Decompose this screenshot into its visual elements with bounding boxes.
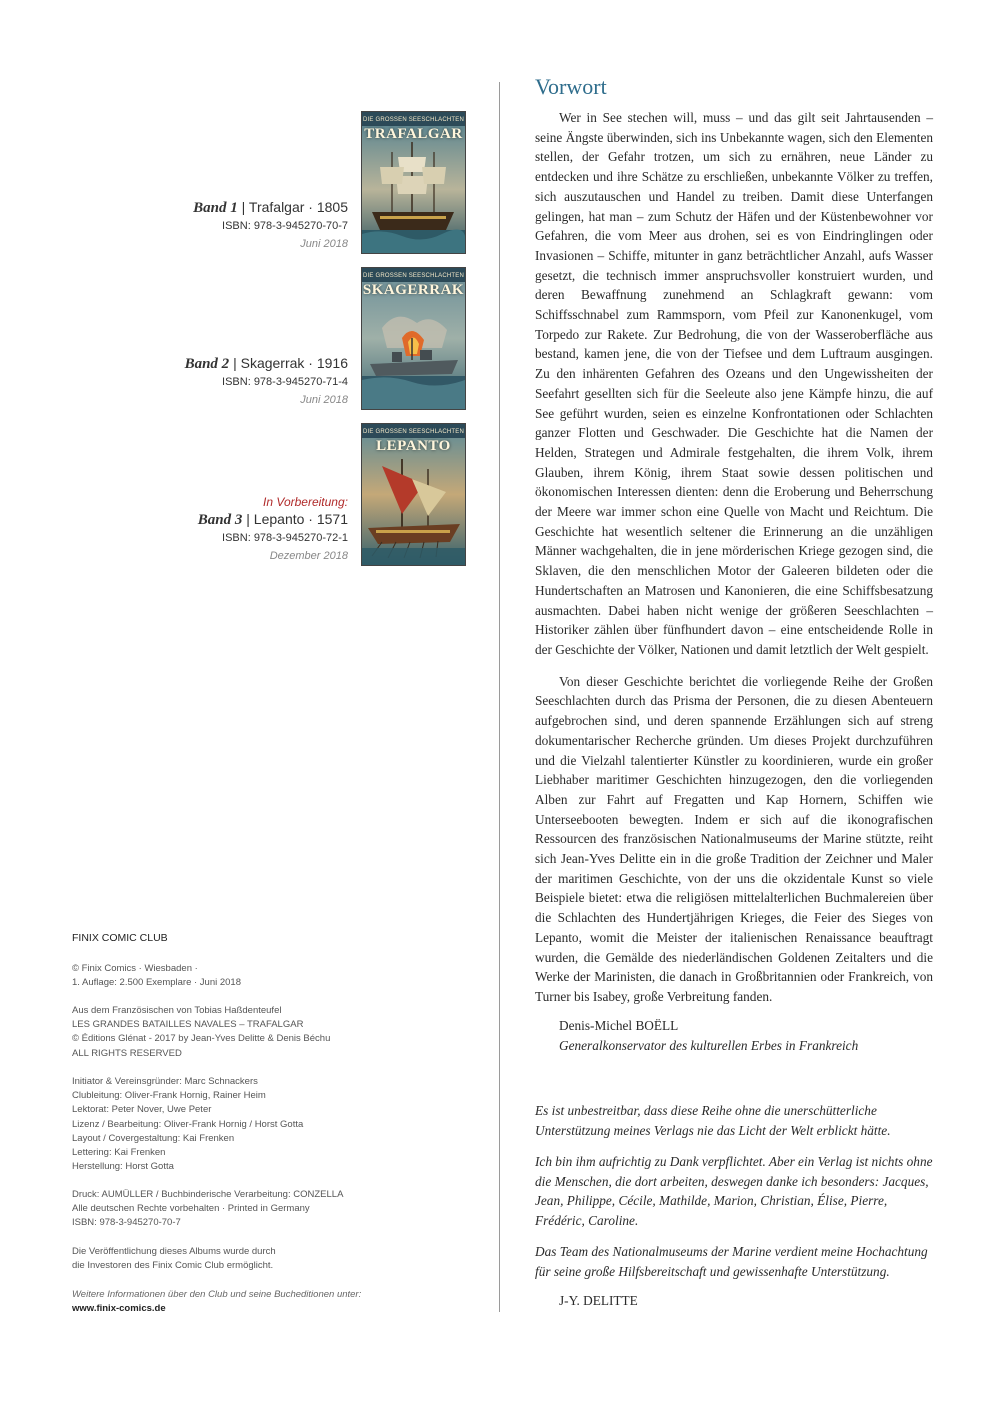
foreword-paragraph-2: Von dieser Geschichte berichtet die vorliegende Reihe der Großen Seeschlachten durch das Prisma der Personen, die zu diesen Abenteuern aufgebrochen sind, und deren spannende Erzählungen sich auf streng dokumentarischer Recherche gründen. Um dieses Projekt durchzuführen und die Vielzahl talentierter Künstler zu koordinieren, wurde ein großer Liebhaber maritimer Geschichten hinzugezogen, den die vorliegenden Alben zur Fahrt auf Fregatten und Kap Hornern, Schiffen wie Unterseebooten bewegten. Indem er sich auf die ikonografischen Ressourcen des französischen Nationalmuseums der Marine stützte, reiht sich Jean-Yves Delitte ein in die große Tradition der Zeichner und Maler der maritimen Geschichte, von der uns die okzidentale Kunst so viele Beispiele bietet: etwa die religiösen mittelalterlichen Buchmalereien über die Schlachten des Hundertjährigen Krieges, die Feier des Sieges von Lepanto, womit die Meister der italienischen Renaissance beauftragt wurden, die Gemälde des niederländischen Goldenen Zeitalters und die Werke der Marinisten, die danach in Großbritannien oder Frankreich, von Turner bis Isabey, große Verbreitung fanden. bbox=[535, 673, 933, 1004]
web-note: Weitere Informationen über den Club und seine Bucheditionen unter: bbox=[72, 1289, 362, 1300]
colophon-web bbox=[72, 1288, 402, 1316]
foreword-body bbox=[535, 108, 933, 1007]
colophon-line: Lettering: Kai Frenken bbox=[72, 1147, 166, 1159]
colophon-line: Aus dem Französischen von Tobias Haßdenteufel bbox=[72, 1005, 282, 1016]
album-2-title: | Skagerrak · 1916 bbox=[229, 355, 348, 371]
album-2-cover-series: DIE GROSSEN SEESCHLACHTEN bbox=[362, 273, 465, 279]
album-3-prep-note: In Vorbereitung: bbox=[263, 495, 348, 509]
thanks-paragraph-3: Das Team des Nationalmuseums der Marine verdient meine Hochachtung für seine große Hilfsbereitschaft und gewissenhafte Unterstützung. bbox=[535, 1244, 928, 1279]
club-title: FINIX COMIC CLUB bbox=[72, 932, 168, 944]
album-3-isbn: ISBN: 978-3-945270-72-1 bbox=[222, 532, 348, 544]
colophon-line: LES GRANDES BATAILLES NAVALES – TRAFALGAR bbox=[72, 1019, 304, 1031]
album-1-band-line bbox=[128, 198, 348, 217]
album-3-cover-series: DIE GROSSEN SEESCHLACHTEN bbox=[362, 429, 465, 435]
colophon-line: Die Veröffentlichung dieses Albums wurde durch bbox=[72, 1246, 276, 1257]
colophon-line: Clubleitung: Oliver-Frank Hornig, Rainer Heim bbox=[72, 1090, 266, 1102]
foreword-signature-role: Generalkonservator des kulturellen Erbes in Frankreich bbox=[559, 1038, 859, 1053]
album-3-band-line bbox=[128, 510, 348, 529]
album-1-title: | Trafalgar · 1805 bbox=[237, 199, 348, 215]
thanks-paragraph-2: Ich bin ihm aufrichtig zu Dank verpflichtet. Aber ein Verlag ist nichts ohne die Menschen, die dort arbeiten, deswegen danke ich besonders: Jacques, Jean, Philippe, Cécile, Mathilde, Marion, Christian, Élise, Pierre, Frédéric, Caroline. bbox=[535, 1154, 933, 1229]
thanks-paragraph-1: Es ist unbestreitbar, dass diese Reihe ohne die unerschütterliche Unterstützung meines Verlags nie das Licht der Welt erblickt hätte. bbox=[535, 1103, 891, 1138]
album-2-info bbox=[128, 354, 348, 409]
colophon-block-5 bbox=[72, 1245, 402, 1273]
album-2-cover-title: SKAGERRAK bbox=[362, 282, 465, 298]
colophon-line: ALL RIGHTS RESERVED bbox=[72, 1047, 182, 1059]
colophon-line: ISBN: 978-3-945270-70-7 bbox=[72, 1217, 181, 1229]
colophon-block-1 bbox=[72, 962, 402, 990]
colophon-line: Layout / Covergestaltung: Kai Frenken bbox=[72, 1132, 235, 1144]
colophon-line: Herstellung: Horst Gotta bbox=[72, 1161, 174, 1173]
album-1-isbn: ISBN: 978-3-945270-70-7 bbox=[222, 220, 348, 232]
foreword-paragraph-1: Wer in See stechen will, muss – und das gilt seit Jahrtausenden – seine Ängste überwinden, sich ins Unbekannte wagen, sich den Elementen stellen, der Gefahr trotzen, um sich zu ernähren, neue Länder zu entdecken und ihre Schätze zu erschließen, unbekannte Völker zu treffen, sich auszutauschen und Handel zu treiben. Damit diese Unterfangen gelingen, hat man – zum Schutz der Häfen und der Küstenbewohner vor Gefahren, die vom Meer aus drohen, sei es von Eindringlingen oder Invasionen – Schiffe, mitunter in ganz beträchtlicher Anzahl, aufs Wasser gesetzt, die technisch immer anspruchsvoller konstruiert wurden, und deren Bewaffnung zunehmend an Schlagkraft gewann: vom Schiffsschnabel zum Rammsporn, vom Pfeil zur Kanonenkugel, vom Torpedo zur Rakete. Zur Bedrohung, die von der Wasseroberfläche aus bestand, kamen jene, die von der Tiefsee und dem Luftraum ausgingen. Zu den inhärenten Gefahren des Ozeans und den Ungewissheiten der Seefahrt gesellten sich für die Seeleute also jene Kämpfe hinzu, die auf See geführt wurden, seien es einzelne Konfrontationen oder Schlachten ganzer Flotten und Geschwader. Die Geschichte hat die Namen der Helden, Strategen und Admirale festgehalten, die ihrem Volk, ihrem Glauben, ihrem König, ihrem Staat sowie dessen politischen und ökonomischen Interessen dienten: denn die Eroberung und Beherrschung der Meere war immer schon eine Quelle von Macht und Reichtum. Die Geschichte hat wesentlich seltener die Erinnerung an die unzähligen Männer wachgehalten, die in jene mörderischen Kriege gezogen sind, die Sklaven, die den menschlichen Motor der Galeeren bildeten oder die Hundertschaften an Matrosen und Kanonieren, die eine Schiffsbesatzung ausmachten. Dabei haben nicht wenige der größeren Seeschlachten – Historiker zählen über fünfhundert davon – eine entscheidende Rolle in der Geschichte der Völker, Nationen und damit letztlich der Welt gespielt. bbox=[535, 110, 933, 657]
album-3-title: | Lepanto · 1571 bbox=[242, 511, 348, 527]
album-2-band-label: Band 2 bbox=[184, 356, 230, 372]
album-1-cover-title: TRAFALGAR bbox=[364, 126, 463, 142]
album-2-band-line bbox=[128, 354, 348, 373]
colophon-block-4 bbox=[72, 1188, 402, 1231]
album-3-info bbox=[128, 494, 348, 565]
colophon-line: Lektorat: Peter Nover, Uwe Peter bbox=[72, 1104, 212, 1116]
colophon-block-2 bbox=[72, 1004, 402, 1061]
foreword-title: Vorwort bbox=[535, 74, 607, 99]
colophon-block-3 bbox=[72, 1075, 402, 1174]
album-1-cover bbox=[361, 111, 466, 254]
website-link[interactable]: www.finix-comics.de bbox=[72, 1303, 166, 1315]
album-1-date: Juni 2018 bbox=[300, 238, 348, 250]
colophon-line: Druck: AUMÜLLER / Buchbinderische Verarbeitung: CONZELLA bbox=[72, 1189, 344, 1200]
colophon-line: Alle deutschen Rechte vorbehalten · Printed in Germany bbox=[72, 1203, 310, 1215]
album-2-date: Juni 2018 bbox=[300, 394, 348, 406]
album-1-cover-series: DIE GROSSEN SEESCHLACHTEN bbox=[362, 117, 465, 123]
colophon-line: Lizenz / Bearbeitung: Oliver-Frank Hornig / Horst Gotta bbox=[72, 1118, 304, 1130]
column-divider bbox=[499, 82, 500, 1312]
colophon-line: die Investoren des Finix Comic Club ermöglicht. bbox=[72, 1260, 274, 1272]
colophon-line: © Finix Comics · Wiesbaden · bbox=[72, 963, 198, 974]
colophon-line: 1. Auflage: 2.500 Exemplare · Juni 2018 bbox=[72, 977, 242, 989]
colophon-line: Initiator & Vereinsgründer: Marc Schnackers bbox=[72, 1076, 258, 1087]
album-3-band-label: Band 3 bbox=[197, 512, 243, 528]
album-1-band-label: Band 1 bbox=[193, 200, 238, 216]
album-3-date: Dezember 2018 bbox=[269, 550, 348, 562]
album-3-cover bbox=[361, 423, 466, 566]
album-1-info bbox=[128, 198, 348, 253]
colophon-line: © Éditions Glénat - 2017 by Jean-Yves Delitte & Denis Béchu bbox=[72, 1033, 331, 1045]
foreword-signature-name: Denis-Michel BOËLL bbox=[559, 1018, 679, 1033]
album-2-isbn: ISBN: 978-3-945270-71-4 bbox=[222, 376, 348, 388]
album-2-cover bbox=[361, 267, 466, 410]
album-3-cover-title: LEPANTO bbox=[376, 438, 451, 454]
thanks-signature: J-Y. DELITTE bbox=[559, 1293, 638, 1308]
